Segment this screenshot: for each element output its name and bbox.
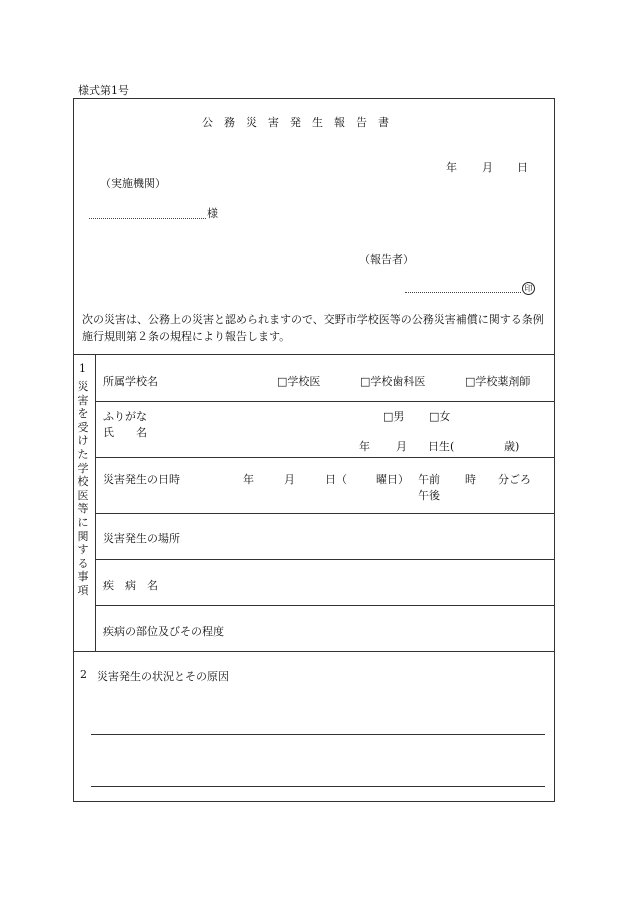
intro-text: 次の災害は、公務上の災害と認められますので、交野市学校医等の公務災害補償に関する条例施行規則第２条の規程により報告します。 — [82, 313, 544, 343]
school-dentist-checkbox[interactable]: □学校歯科医 — [360, 375, 426, 388]
addressee-suffix: 様 — [207, 207, 218, 220]
birth-year: 年 — [359, 440, 370, 453]
row-line-1 — [95, 401, 555, 402]
section1-divider — [95, 354, 96, 651]
incident-weekday: 曜日） — [376, 473, 409, 486]
school-pharmacist-checkbox[interactable]: □学校薬剤師 — [465, 375, 531, 388]
form-number: 様式第1号 — [78, 84, 129, 97]
incident-hour: 時 — [465, 473, 476, 486]
section2-number: 2 — [80, 668, 87, 681]
birth-day: 日生( — [428, 440, 455, 453]
section1-number: 1 — [79, 362, 86, 375]
female-checkbox[interactable]: □女 — [429, 410, 451, 423]
row-line-2 — [95, 457, 555, 458]
cause-line-1[interactable] — [91, 734, 545, 735]
addressee-field[interactable] — [89, 218, 206, 219]
date-year: 年 — [446, 161, 457, 174]
date-month: 月 — [482, 161, 493, 174]
school-physician-checkbox[interactable]: □学校医 — [277, 375, 321, 388]
disease-label: 疾 病 名 — [103, 579, 158, 592]
agency-label: （実施機関） — [100, 177, 166, 190]
datetime-label: 災害発生の日時 — [103, 473, 180, 486]
am-label: 午前 — [418, 473, 440, 486]
form-title: 公務災害発生報告書 — [202, 116, 400, 129]
section2-top-line — [73, 651, 555, 652]
disease-part-label: 疾病の部位及びその程度 — [103, 625, 224, 638]
incident-month: 月 — [284, 473, 295, 486]
section1-top-line — [73, 354, 555, 355]
reporter-field[interactable] — [405, 292, 521, 293]
age: 歳) — [504, 440, 520, 453]
name-label: 氏 名 — [103, 426, 147, 439]
school-label: 所属学校名 — [103, 375, 158, 388]
incident-minute: 分ごろ — [498, 473, 531, 486]
incident-day: 日（ — [325, 473, 347, 486]
row-line-3 — [95, 513, 555, 514]
furigana-label: ふりがな — [103, 410, 147, 423]
seal-icon: 印 — [522, 282, 535, 295]
section1-vertical-label: 災害を受けた学校医等に関する事項 — [77, 380, 89, 597]
cause-line-2[interactable] — [91, 786, 545, 787]
row-line-5 — [95, 605, 555, 606]
reporter-label: （報告者） — [359, 253, 414, 266]
form-frame — [73, 98, 555, 802]
place-label: 災害発生の場所 — [103, 532, 180, 545]
row-line-4 — [95, 559, 555, 560]
section2-label: 災害発生の状況とその原因 — [97, 670, 229, 683]
date-day: 日 — [517, 161, 528, 174]
male-checkbox[interactable]: □男 — [383, 410, 405, 423]
pm-label: 午後 — [418, 489, 440, 502]
birth-month: 月 — [396, 440, 407, 453]
incident-year: 年 — [243, 473, 254, 486]
